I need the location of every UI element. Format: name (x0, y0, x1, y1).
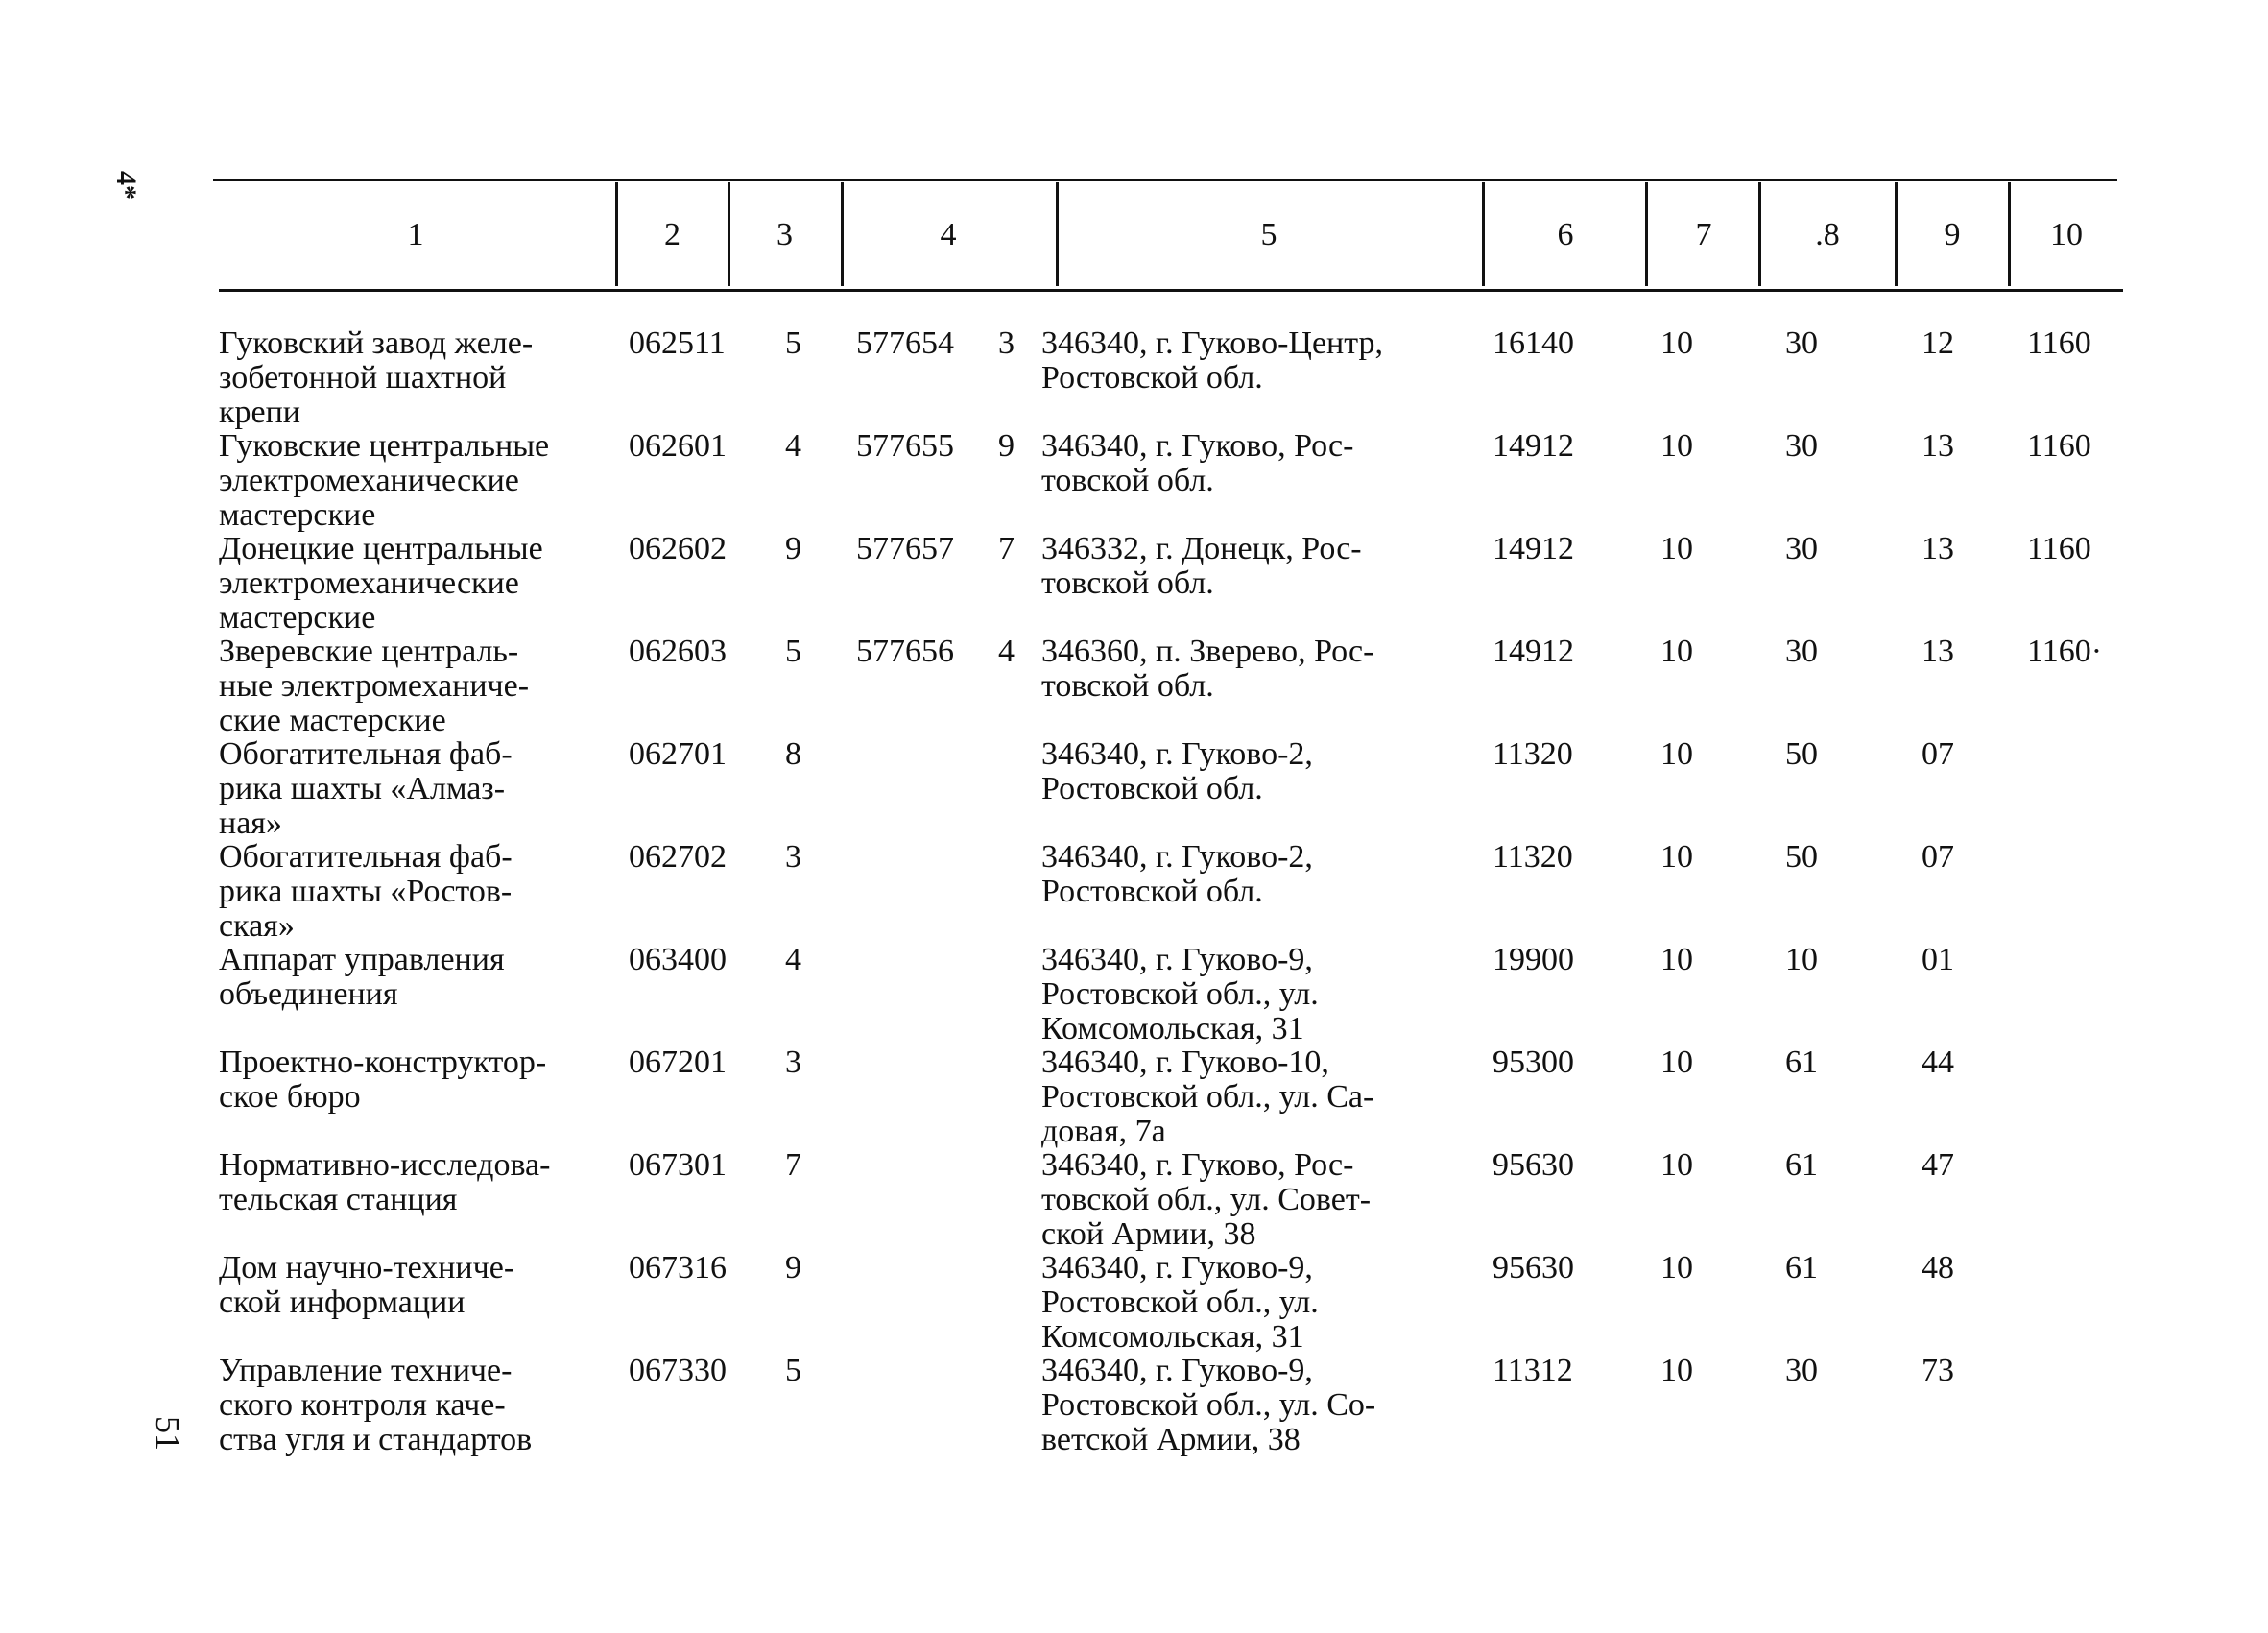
check-digit: 9 (785, 1250, 801, 1285)
header-col-10: 10 (2050, 217, 2083, 252)
header-col-9: 9 (1944, 217, 1961, 252)
col-6-value: 11312 (1492, 1353, 1573, 1388)
header-divider (1482, 182, 1485, 286)
address: 346340, г. Гуково, Рос- товской обл. (1041, 428, 1354, 498)
header-col-2: 2 (664, 217, 680, 252)
col-7-value: 10 (1660, 839, 1693, 875)
col-7-value: 10 (1660, 1250, 1693, 1285)
header-divider (1758, 182, 1761, 286)
col-9-value: 48 (1922, 1250, 1954, 1285)
col-8-value: 30 (1785, 531, 1818, 566)
header-col-6: 6 (1557, 217, 1574, 252)
check-digit: 7 (785, 1147, 801, 1183)
address: 346340, г. Гуково-10, Ростовской обл., ул. Са- довая, 7а (1041, 1045, 1374, 1149)
address: 346340, г. Гуково-Центр, Ростовской обл. (1041, 325, 1384, 396)
check-digit: 5 (785, 325, 801, 361)
code: 062701 (629, 736, 727, 772)
col-8-value: 61 (1785, 1045, 1818, 1080)
header-divider (841, 182, 844, 286)
header-col-8: .8 (1815, 217, 1840, 252)
col-6-value: 95630 (1492, 1147, 1574, 1183)
check-digit: 4 (785, 428, 801, 464)
col-6-value: 19900 (1492, 942, 1574, 977)
col-7-value: 10 (1660, 1353, 1693, 1388)
org-name: Обогатительная фаб- рика шахты «Ростов- ская» (219, 839, 513, 944)
header-col-5: 5 (1260, 217, 1277, 252)
org-name: Гуковский завод желе- зобетонной шахтной крепи (219, 325, 534, 430)
col-9-value: 13 (1922, 428, 1954, 464)
col-6-value: 11320 (1492, 839, 1573, 875)
col-8-value: 30 (1785, 1353, 1818, 1388)
col-9-value: 47 (1922, 1147, 1954, 1183)
header-divider (1895, 182, 1898, 286)
address: 346340, г. Гуково-9, Ростовской обл., ул. Комсомольская, 31 (1041, 942, 1319, 1046)
header-col-1: 1 (407, 217, 424, 252)
col-10-value: 1160· (2027, 634, 2103, 669)
org-name: Зверевские централь- ные электромеханиче- ские мастерские (219, 634, 530, 738)
org-name: Проектно-конструктор- ское бюро (219, 1045, 547, 1115)
page-number: 51 (149, 1416, 187, 1451)
code: 067201 (629, 1045, 727, 1080)
org-name: Гуковские центральные электромеханические мастерские (219, 428, 550, 533)
code: 067330 (629, 1353, 727, 1388)
code: 062702 (629, 839, 727, 875)
check-digit: 3 (785, 1045, 801, 1080)
col-8-value: 50 (1785, 736, 1818, 772)
header-divider (615, 182, 618, 286)
col-8-value: 10 (1785, 942, 1818, 977)
okpo-check: 7 (998, 531, 1015, 566)
header-divider (1056, 182, 1059, 286)
col-6-value: 95300 (1492, 1045, 1574, 1080)
header-divider (1645, 182, 1648, 286)
header-col-3: 3 (776, 217, 793, 252)
check-digit: 9 (785, 531, 801, 566)
header-col-7: 7 (1695, 217, 1712, 252)
org-name: Обогатительная фаб- рика шахты «Алмаз- ная» (219, 736, 513, 841)
col-9-value: 07 (1922, 839, 1954, 875)
col-9-value: 44 (1922, 1045, 1954, 1080)
org-name: Управление техниче- ского контроля каче- ства угля и стандартов (219, 1353, 533, 1457)
okpo-code: 577657 (856, 531, 954, 566)
col-7-value: 10 (1660, 942, 1693, 977)
col-10-value: 1160 (2027, 325, 2091, 361)
col-7-value: 10 (1660, 736, 1693, 772)
table-header-rule (219, 289, 2123, 292)
okpo-code: 577654 (856, 325, 954, 361)
col-9-value: 07 (1922, 736, 1954, 772)
code: 062602 (629, 531, 727, 566)
org-name: Донецкие центральные электромеханические мастерские (219, 531, 543, 636)
col-7-value: 10 (1660, 1147, 1693, 1183)
org-name: Аппарат управления объединения (219, 942, 505, 1012)
col-6-value: 16140 (1492, 325, 1574, 361)
col-8-value: 30 (1785, 634, 1818, 669)
col-7-value: 10 (1660, 531, 1693, 566)
header-divider (728, 182, 730, 286)
col-6-value: 95630 (1492, 1250, 1574, 1285)
col-9-value: 13 (1922, 634, 1954, 669)
col-6-value: 14912 (1492, 634, 1574, 669)
check-digit: 3 (785, 839, 801, 875)
col-8-value: 50 (1785, 839, 1818, 875)
col-6-value: 14912 (1492, 531, 1574, 566)
col-8-value: 61 (1785, 1250, 1818, 1285)
header-col-4: 4 (940, 217, 957, 252)
check-digit: 5 (785, 634, 801, 669)
code: 063400 (629, 942, 727, 977)
code: 062603 (629, 634, 727, 669)
col-9-value: 01 (1922, 942, 1954, 977)
col-8-value: 30 (1785, 325, 1818, 361)
check-digit: 8 (785, 736, 801, 772)
okpo-code: 577656 (856, 634, 954, 669)
okpo-check: 4 (998, 634, 1015, 669)
col-9-value: 13 (1922, 531, 1954, 566)
page-mark: 4* (110, 171, 142, 200)
col-6-value: 14912 (1492, 428, 1574, 464)
col-7-value: 10 (1660, 1045, 1693, 1080)
code: 062511 (629, 325, 726, 361)
okpo-check: 3 (998, 325, 1015, 361)
table-top-rule (213, 179, 2117, 181)
col-9-value: 73 (1922, 1353, 1954, 1388)
header-divider (2008, 182, 2011, 286)
col-6-value: 11320 (1492, 736, 1573, 772)
col-7-value: 10 (1660, 325, 1693, 361)
check-digit: 4 (785, 942, 801, 977)
address: 346340, г. Гуково-2, Ростовской обл. (1041, 736, 1313, 806)
col-8-value: 30 (1785, 428, 1818, 464)
address: 346332, г. Донецк, Рос- товской обл. (1041, 531, 1362, 601)
col-10-value: 1160 (2027, 428, 2091, 464)
org-name: Нормативно-исследова- тельская станция (219, 1147, 551, 1217)
code: 067316 (629, 1250, 727, 1285)
col-9-value: 12 (1922, 325, 1954, 361)
code: 067301 (629, 1147, 727, 1183)
org-name: Дом научно-техниче- ской информации (219, 1250, 515, 1320)
col-7-value: 10 (1660, 428, 1693, 464)
code: 062601 (629, 428, 727, 464)
col-8-value: 61 (1785, 1147, 1818, 1183)
address: 346340, г. Гуково, Рос- товской обл., ул. Совет- ской Армии, 38 (1041, 1147, 1372, 1252)
address: 346340, г. Гуково-9, Ростовской обл., ул. Со- ветской Армии, 38 (1041, 1353, 1376, 1457)
address: 346360, п. Зверево, Рос- товской обл. (1041, 634, 1374, 704)
okpo-check: 9 (998, 428, 1015, 464)
address: 346340, г. Гуково-9, Ростовской обл., ул. Комсомольская, 31 (1041, 1250, 1319, 1355)
col-10-value: 1160 (2027, 531, 2091, 566)
address: 346340, г. Гуково-2, Ростовской обл. (1041, 839, 1313, 909)
okpo-code: 577655 (856, 428, 954, 464)
col-7-value: 10 (1660, 634, 1693, 669)
check-digit: 5 (785, 1353, 801, 1388)
